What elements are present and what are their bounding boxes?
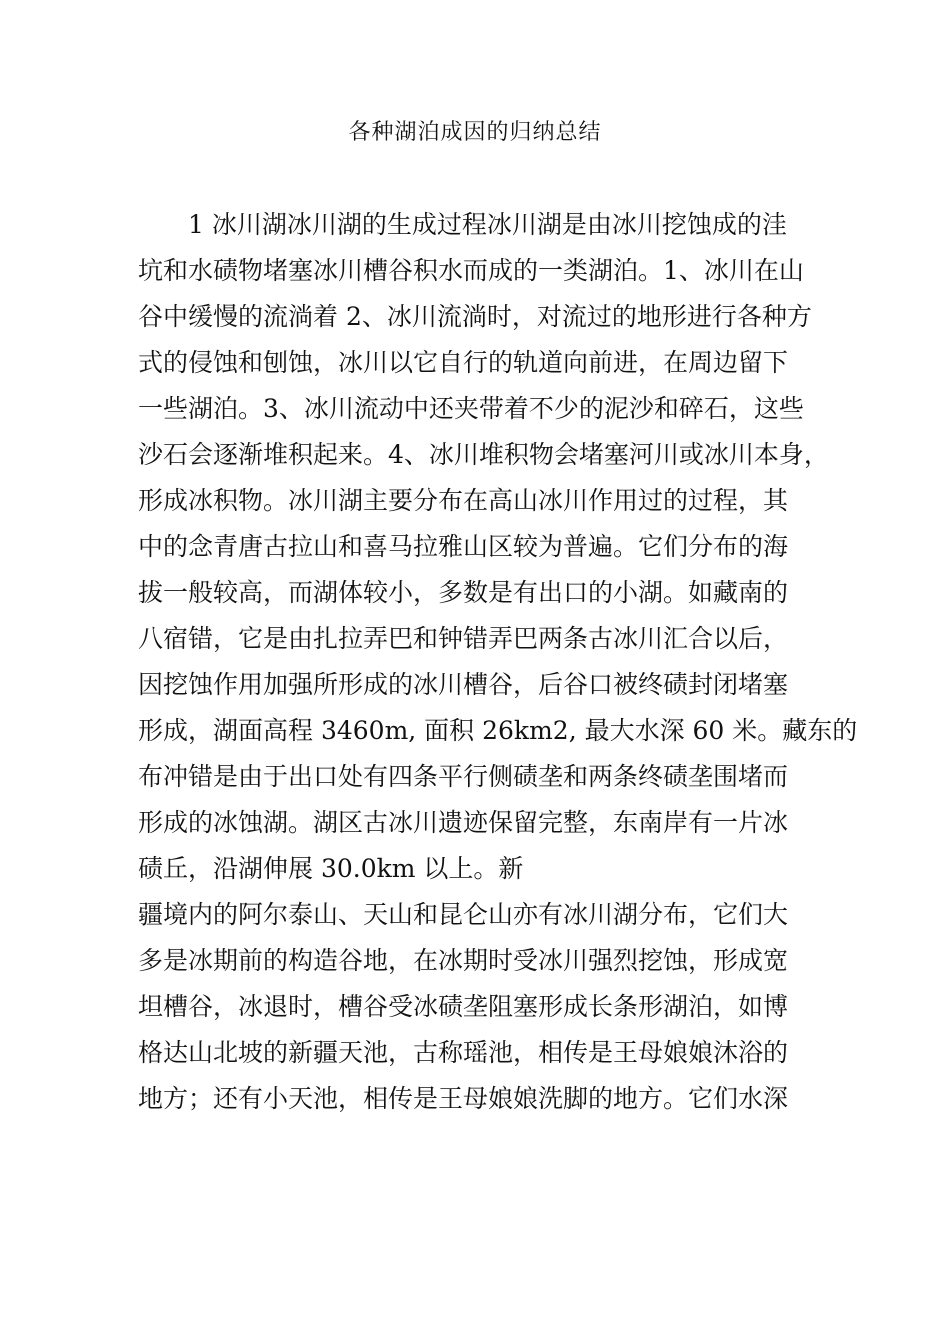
body-line: 拔一般较高，而湖体较小，多数是有出口的小湖。如藏南的 [138,578,789,607]
document-body [138,202,858,1122]
body-line: 地方；还有小天池，相传是王母娘娘洗脚的地方。它们水深 [138,1084,789,1113]
body-line: 坑和水碛物堵塞冰川槽谷积水而成的一类湖泊。1、冰川在山 [138,256,804,285]
body-line: 一些湖泊。3、冰川流动中还夹带着不少的泥沙和碎石，这些 [138,394,804,423]
body-line: 形成冰积物。冰川湖主要分布在高山冰川作用过的过程，其 [138,486,789,515]
body-line: 碛丘，沿湖伸展 30.0km 以上。新 [138,854,524,883]
body-line: 疆境内的阿尔泰山、天山和昆仑山亦有冰川湖分布，它们大 [138,900,789,929]
body-line: 1 冰川湖冰川湖的生成过程冰川湖是由冰川挖蚀成的洼 [188,210,787,239]
body-line: 多是冰期前的构造谷地，在冰期时受冰川强烈挖蚀，形成宽 [138,946,789,975]
body-line: 坦槽谷，冰退时，槽谷受冰碛垄阻塞形成长条形湖泊，如博 [138,992,789,1021]
body-line: 形成，湖面高程 3460m, 面积 26km2, 最大水深 60 米。藏东的 [138,716,858,745]
body-line: 谷中缓慢的流淌着 2、冰川流淌时，对流过的地形进行各种方 [138,302,812,331]
body-line: 布冲错是由于出口处有四条平行侧碛垄和两条终碛垄围堵而 [138,762,789,791]
document-title: 各种湖泊成因的归纳总结 [348,120,602,145]
body-line: 因挖蚀作用加强所形成的冰川槽谷，后谷口被终碛封闭堵塞 [138,670,789,699]
body-line: 沙石会逐渐堆积起来。4、冰川堆积物会堵塞河川或冰川本身， [138,440,829,469]
body-line: 八宿错，它是由扎拉弄巴和钟错弄巴两条古冰川汇合以后， [138,624,789,653]
body-line: 格达山北坡的新疆天池，古称瑶池，相传是王母娘娘沐浴的 [138,1038,789,1067]
body-line: 形成的冰蚀湖。湖区古冰川遗迹保留完整，东南岸有一片冰 [138,808,789,837]
body-line: 式的侵蚀和刨蚀，冰川以它自行的轨道向前进，在周边留下 [138,348,789,377]
body-line: 中的念青唐古拉山和喜马拉雅山区较为普遍。它们分布的海 [138,532,789,561]
